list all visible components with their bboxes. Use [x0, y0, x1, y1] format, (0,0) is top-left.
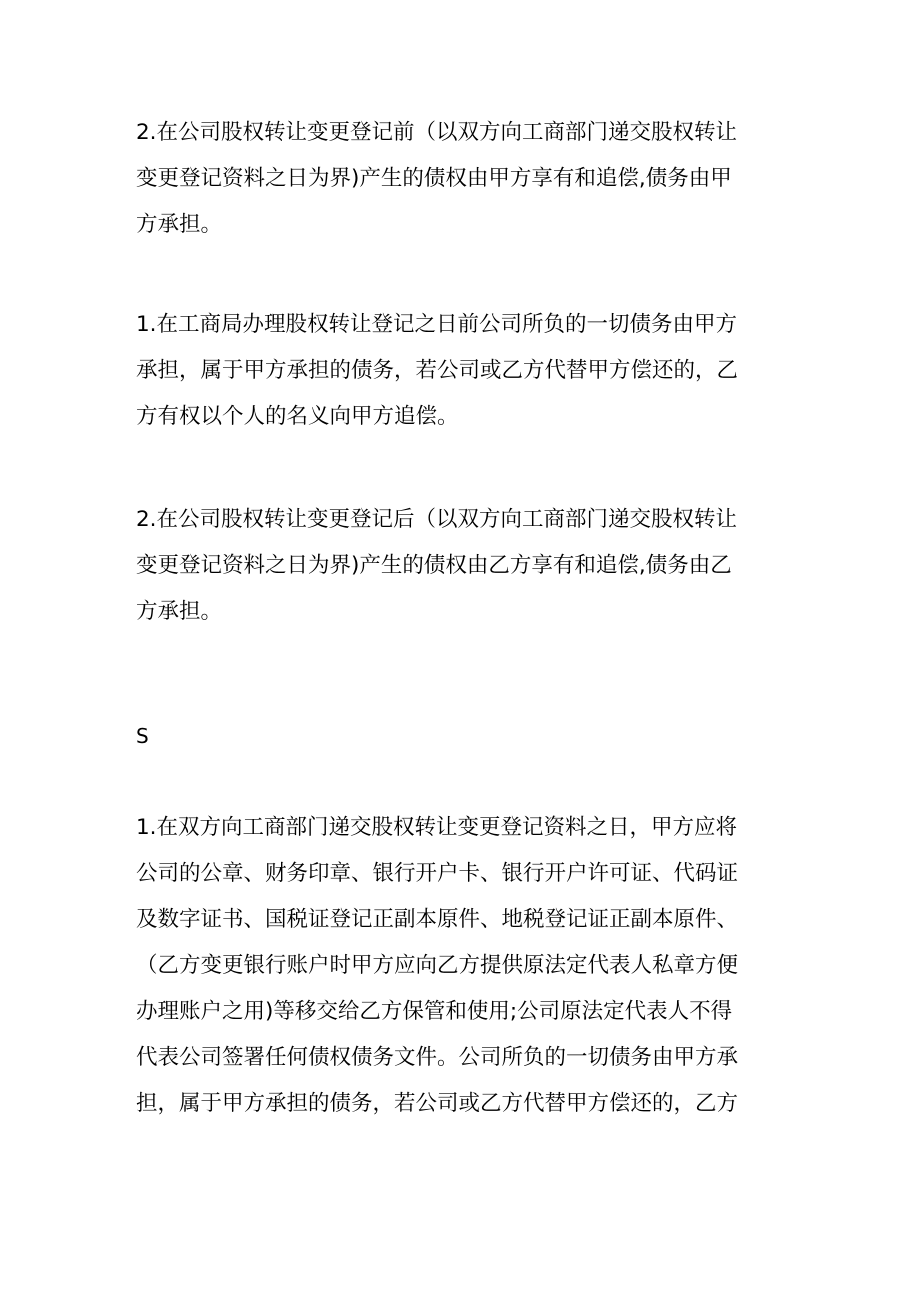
text-line: 1.在工商局办理股权转让登记之日前公司所负的一切债务由甲方 [136, 312, 738, 337]
text-line: 公司的公章、财务印章、银行开户卡、银行开户许可证、代码证 [136, 861, 739, 886]
text-line: 变更登记资料之日为界)产生的债权由乙方享有和追偿,债务由乙 [136, 553, 732, 578]
text-line: 办理账户之用)等移交给乙方保管和使用;公司原法定代表人不得 [136, 999, 733, 1024]
paragraph-handover-items [136, 805, 796, 1127]
text-line: 2.在公司股权转让变更登记前（以双方向工商部门递交股权转让 [136, 120, 738, 145]
paragraph-pre-transfer-claims [136, 110, 796, 248]
paragraph-post-transfer-claims [136, 497, 796, 635]
text-line: 担，属于甲方承担的债务，若公司或乙方代替甲方偿还的，乙方 [136, 1091, 739, 1116]
section-marker [136, 713, 796, 759]
text-line: 及数字证书、国税证登记正副本原件、地税登记证正副本原件、 [136, 907, 739, 932]
text-line: 2.在公司股权转让变更登记后（以双方向工商部门递交股权转让 [136, 507, 738, 532]
text-line: 方有权以个人的名义向甲方追偿。 [136, 404, 459, 429]
text-line: 方承担。 [136, 599, 223, 624]
text-line: 1.在双方向工商部门递交股权转让变更登记资料之日，甲方应将 [136, 815, 738, 840]
paragraph-pre-registration-debts [136, 302, 796, 440]
text-line: 承担，属于甲方承担的债务，若公司或乙方代替甲方偿还的，乙 [136, 358, 739, 383]
text-line: 方承担。 [136, 212, 223, 237]
text-line: （乙方变更银行账户时甲方应向乙方提供原法定代表人私章方便 [136, 953, 739, 978]
text-line: 变更登记资料之日为界)产生的债权由甲方享有和追偿,债务由甲 [136, 166, 732, 191]
text-line: 代表公司签署任何债权债务文件。公司所负的一切债务由甲方承 [136, 1045, 739, 1070]
text-line: S [136, 724, 149, 748]
